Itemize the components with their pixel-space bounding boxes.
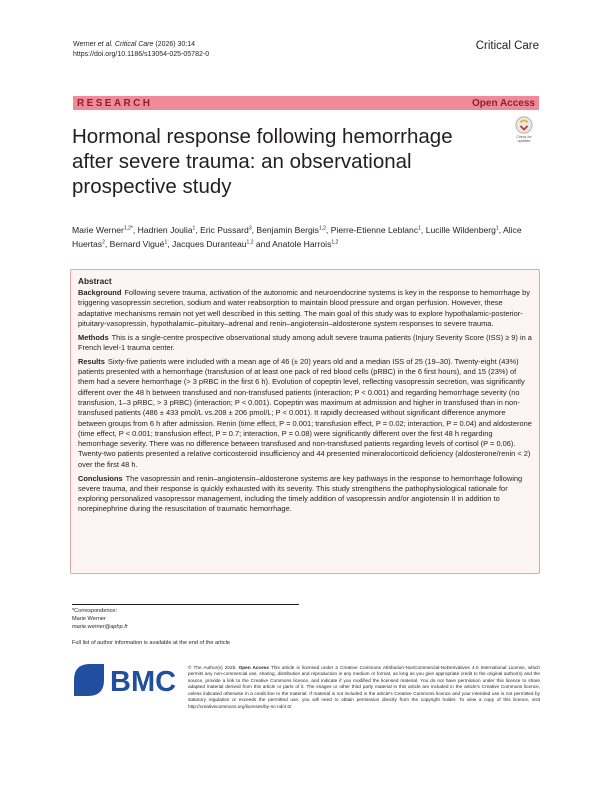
author-name[interactable]: Marie Werner	[72, 225, 124, 235]
author-list	[72, 223, 542, 251]
svg-text:BMC: BMC	[110, 666, 176, 698]
correspondence-name: Marie Werner	[72, 616, 106, 622]
citation-line: Werner et al. Critical Care (2026) 30:14	[73, 41, 196, 48]
abstract-heading: Abstract	[78, 276, 112, 286]
abstract-box	[70, 269, 540, 574]
abstract-conclusions: Conclusions The vasopressin and renin–angiotensin–aldosterone systems are key pathways in the response to hemorrhage following severe trauma, and their response is quickly exhausted with its severity. This study strengthens the pathophysiological rationale for exploring personalized vasopressor management, including the timely addition of vasopressin and/or angiotensin II in addition to norepinephrine during the resuscitation of traumatic hemorrhage.	[78, 473, 523, 514]
author-separator: and	[253, 239, 273, 249]
author-affiliation: 1	[192, 225, 196, 232]
author-affiliation: 1,2	[246, 239, 254, 246]
author-name[interactable]: Hadrien Joulia	[137, 225, 193, 235]
article-type-banner	[73, 96, 539, 110]
author-separator: ,	[195, 225, 201, 235]
abstract-background: Background Following severe trauma, activation of the autonomic and neuroendocrine systems is key in the response to hemorrhage by triggering vasopressin secretion, sodium and water reabsorption to maintain blood pressure and organ perfusion. However, these adaptative mechanisms remain not yet well described in this setting. The main goal of this study was to explore hypothalamic-posterior-pituitary-vasopressin, hypothalamic–pituitary–adrenal and renin–angiotensin–aldosterone system responses to severe trauma.	[78, 288, 530, 328]
correspondence-block	[72, 607, 128, 631]
author-affiliation: 1,2	[331, 239, 339, 246]
author-affiliation: 1,2*	[123, 225, 133, 232]
abstract-methods: Methods This is a single-centre prospective observational study among adult severe trauma patients (Injury Severity Score (ISS) ≥ 9) in a French level-1 trauma center.	[78, 332, 532, 352]
article-title: Hormonal response following hemorrhage after severe trauma: an observational prospective study	[72, 125, 453, 198]
bmc-logo-icon	[72, 662, 176, 698]
check-for-updates-label: Check for updates	[516, 135, 532, 143]
author-separator: ,	[420, 225, 426, 235]
author-info-note: Full list of author information is available at the end of the article	[72, 640, 230, 646]
author-separator: ,	[498, 225, 503, 235]
check-for-updates-badge[interactable]	[511, 116, 537, 146]
author-affiliation: 1	[164, 239, 168, 246]
author-separator: ,	[132, 225, 138, 235]
article-type-label: RESEARCH	[77, 97, 153, 109]
doi-link[interactable]: https://doi.org/10.1186/s13054-025-05782-0	[73, 51, 210, 58]
author-name[interactable]: Pierre-Etienne Leblanc	[330, 225, 419, 235]
author-separator: ,	[251, 225, 257, 235]
author-name[interactable]: Jacques Duranteau	[172, 239, 247, 249]
journal-name: Critical Care	[475, 40, 539, 52]
author-separator: ,	[325, 225, 331, 235]
author-name[interactable]: Lucille Wildenberg	[425, 225, 496, 235]
author-name[interactable]: Bernard Vigué	[109, 239, 165, 249]
footnote-divider	[72, 604, 299, 605]
author-name[interactable]: Anatole Harrois	[272, 239, 332, 249]
author-separator: ,	[167, 239, 173, 249]
author-name[interactable]: Benjamin Bergis	[256, 225, 319, 235]
citation-header	[73, 40, 209, 60]
open-access-label: Open Access	[472, 97, 535, 109]
author-affiliation: 1	[495, 225, 499, 232]
author-affiliation: 2	[102, 239, 105, 246]
abstract-results: Results Sixty-five patients were included with a mean age of 46 (± 20) years old and a median ISS of 25 (19–30). Twenty-eight (43%) patients presented with a hemorrhage (transfusion of at least one pack of red blood cells (pRBC) in the 6 first hours), and 15 (23%) of them had a severe hemorrhage (> 3 pRBC in the first 6 h). Evolution of copeptin level, reflecting vasopressin secretion, was significantly different over the 48 h between transfused and non-transfused patients (interaction; P < 0.001) and regarding hemorrhage severity (no transfusion, 1–3 pRBC, > 3 pRBC) (interaction; P < 0.001). Copeptin was maximum at admission and higher in transfused than in non-transfused patients (486 ± 433 pmol/L vs.208 ± 206 pmol/L; P < 0.001). It rapidly decreased without significant difference anymore between groups from 6 h after admission. Renin (time effect, P = 0.001; transfusion effect, P = 0.02; interaction, P = 0.04) and aldosterone (time effect, P < 0.001; transfusion effect, P = 0.7; interaction, P = 0.08) were significantly different over the first 48 h regarding hemorrhage severity. There was no difference between transfused and non-transfused patients regarding levels of cortisol (P = 0.06). Twenty-two patients presented a relative corticosteroid insufficiency and 44 presented mineralocorticoid deficiency (aldosterone/renin < 2) over the first 48 h.	[78, 356, 532, 469]
correspondence-email[interactable]: marie.werner@aphp.fr	[72, 624, 128, 630]
author-separator: ,	[104, 239, 110, 249]
author-name[interactable]: Alice Huertas	[72, 225, 522, 249]
author-affiliation: 3	[248, 225, 252, 232]
author-name[interactable]: Eric Pussard	[200, 225, 249, 235]
author-affiliation: 1,2	[318, 225, 326, 232]
check-for-updates-icon	[515, 116, 533, 134]
correspondence-label: *Correspondence:	[72, 608, 118, 614]
author-affiliation: 1	[418, 225, 421, 232]
bmc-logo	[72, 662, 176, 698]
license-text: © The Author(s) 2025. Open Access This article is licensed under a Creative Commons Attribution-NonCommercial-NoDerivatives 4.0 International License, which permits any non-commercial use, sharing, distribution and reproduction in any medium or format, as long as you give appropriate credit to the original author(s) and the source, provide a link to the Creative Commons licence, and indicate if you modified the licensed material. You do not have permission under this licence to share adapted material derived from this article or parts of it. The images or other third party material in this article are included in the article's Creative Commons licence, unless indicated otherwise in a credit line to the material. If material is not included in the article's Creative Commons licence and your intended use is not permitted by statutory regulation or exceeds the permitted use, you will need to obtain permission directly from the copyright holder. To view a copy of this licence, visit http://creativecommons.org/licenses/by-nc-nd/4.0/.	[188, 665, 541, 709]
